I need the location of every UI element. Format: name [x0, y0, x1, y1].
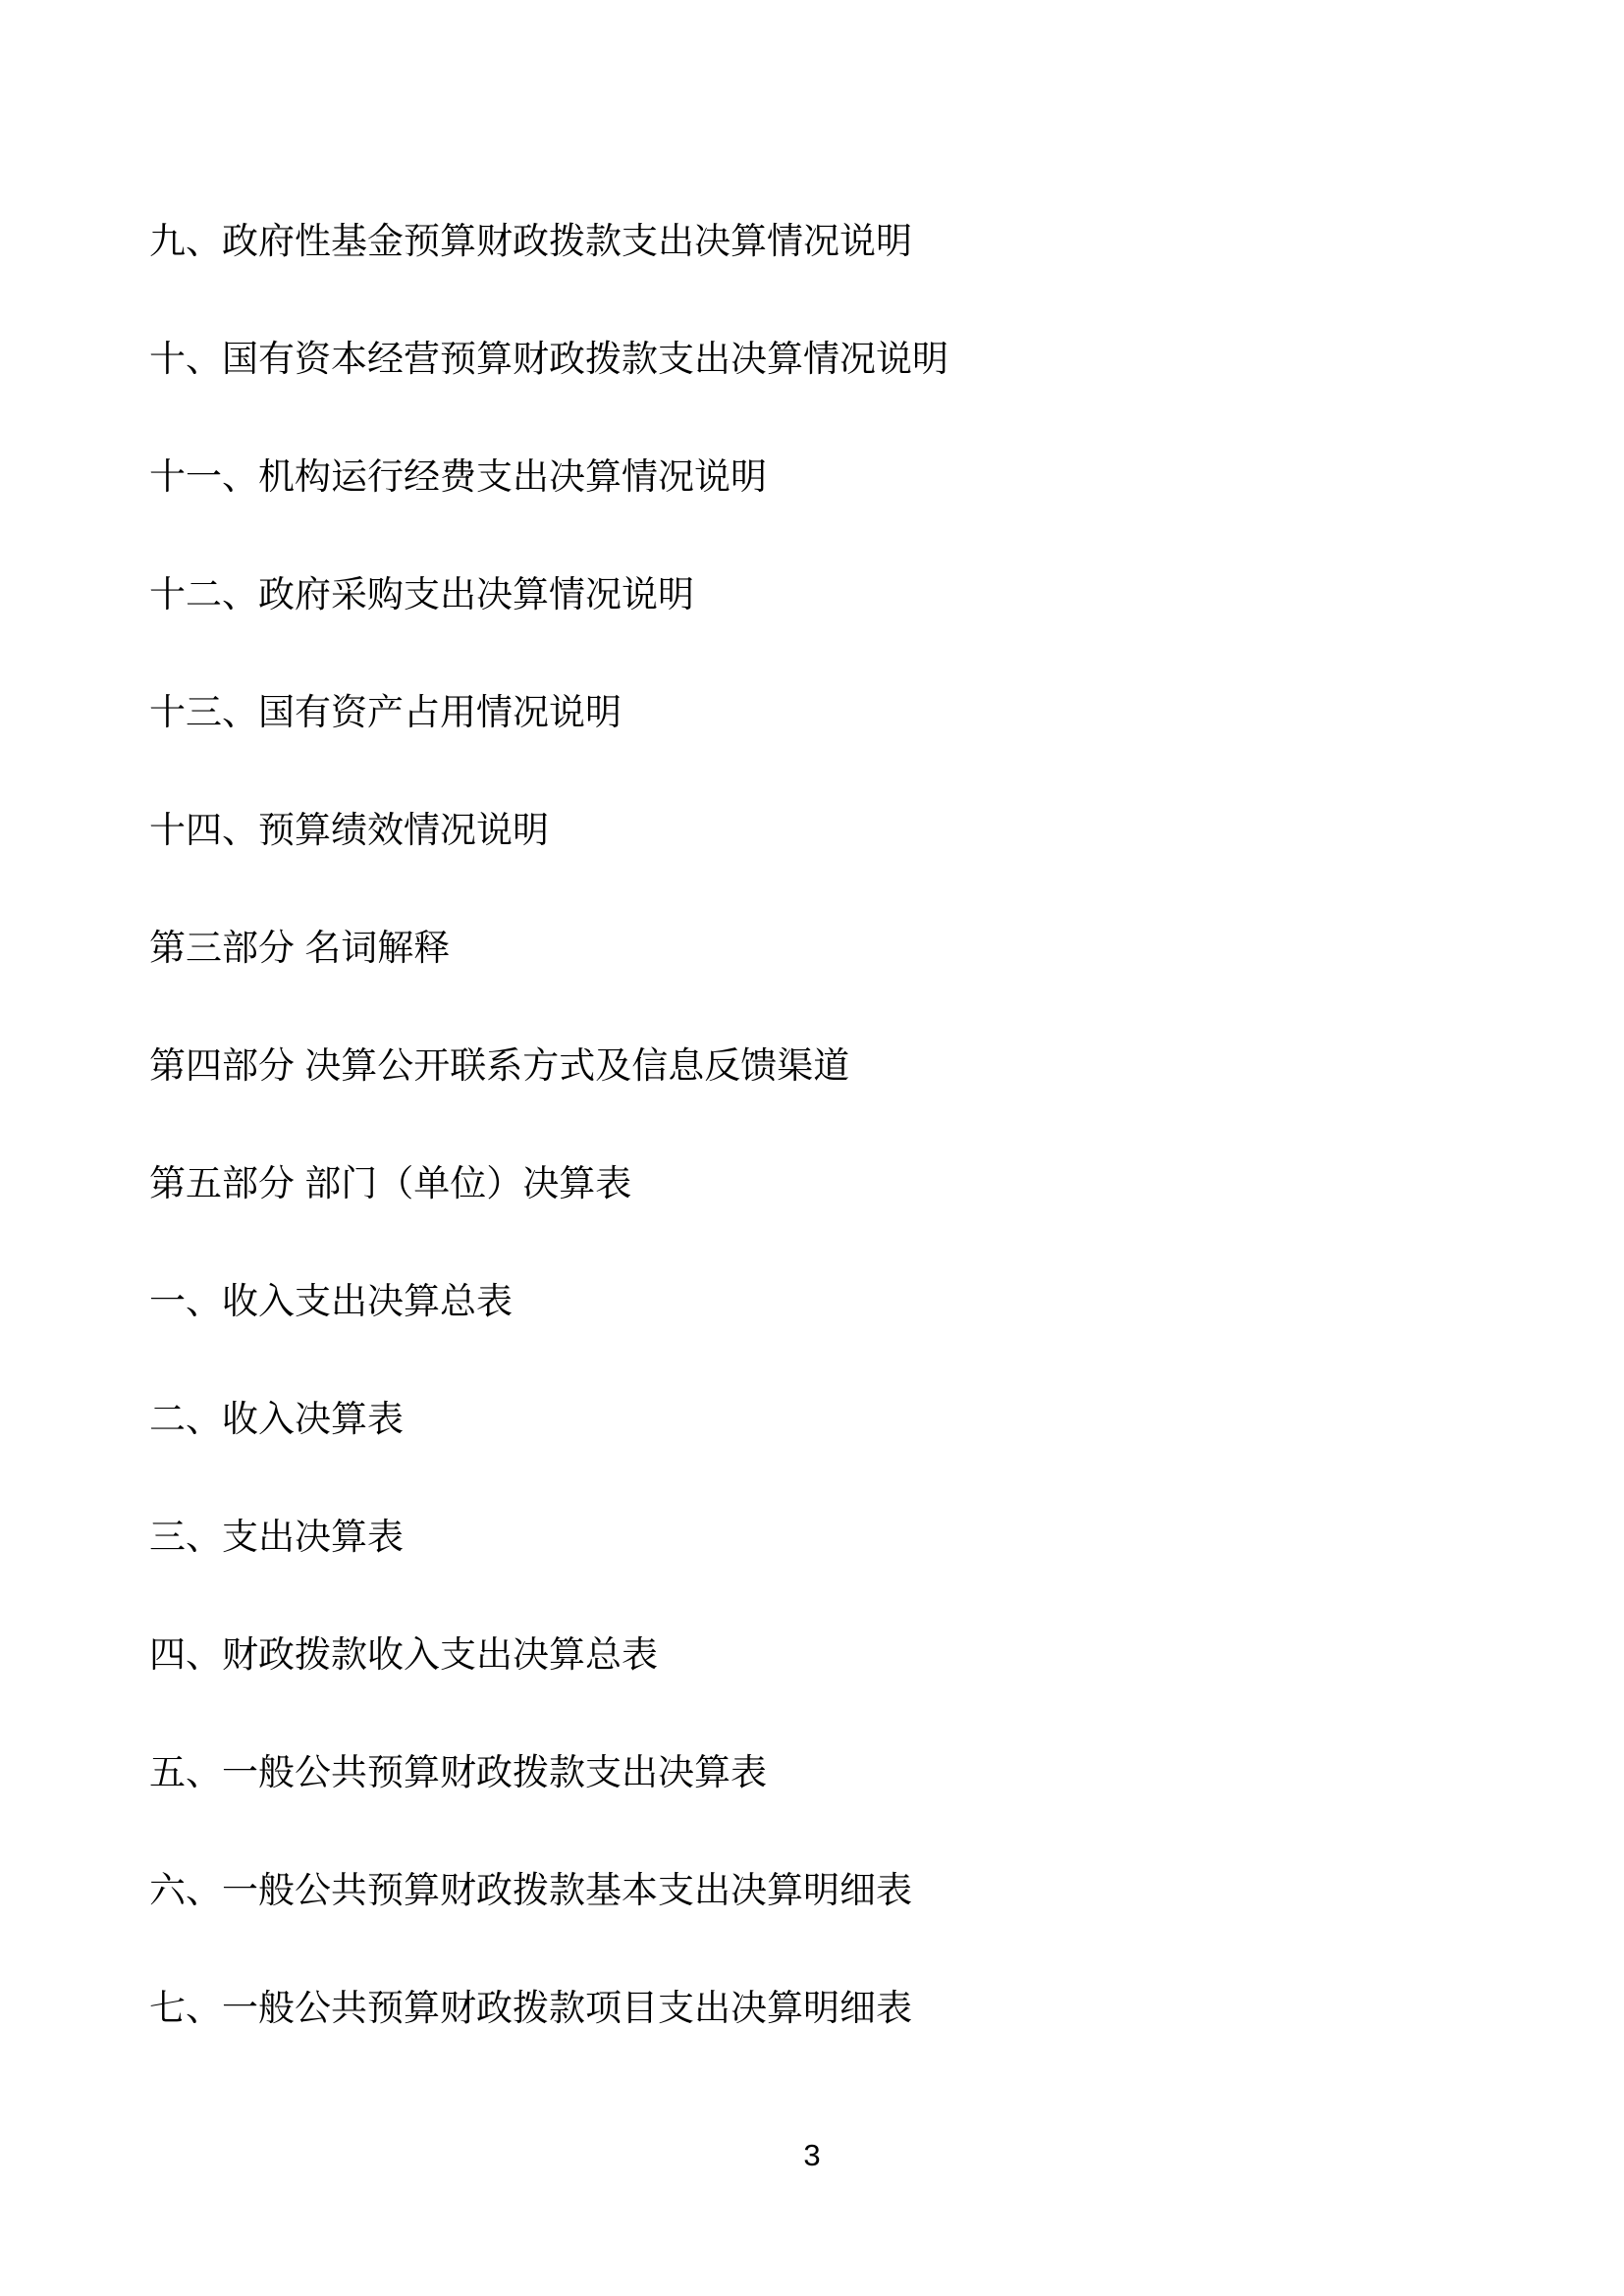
toc-item: 十一、机构运行经费支出决算情况说明	[149, 456, 767, 497]
toc-item: 七、一般公共预算财政拨款项目支出决算明细表	[149, 1988, 912, 2028]
toc-item: 四、财政拨款收入支出决算总表	[149, 1634, 658, 1675]
toc-section-heading: 第三部分 名词解释	[149, 928, 451, 968]
toc-item: 五、一般公共预算财政拨款支出决算表	[149, 1752, 767, 1792]
toc-item: 十三、国有资产占用情况说明	[149, 692, 622, 732]
toc-item: 十二、政府采购支出决算情况说明	[149, 574, 694, 614]
toc-item: 十、国有资本经营预算财政拨款支出决算情况说明	[149, 339, 948, 379]
page-number: 3	[803, 2138, 821, 2172]
toc-item: 二、收入决算表	[149, 1399, 404, 1439]
toc-section-heading: 第四部分 决算公开联系方式及信息反馈渠道	[149, 1045, 850, 1086]
toc-item: 九、政府性基金预算财政拨款支出决算情况说明	[149, 221, 912, 261]
toc-item: 六、一般公共预算财政拨款基本支出决算明细表	[149, 1870, 912, 1910]
toc-item: 一、收入支出决算总表	[149, 1281, 513, 1321]
toc-section-heading: 第五部分 部门（单位）决算表	[149, 1163, 632, 1203]
toc-item: 十四、预算绩效情况说明	[149, 810, 549, 850]
toc-item: 三、支出决算表	[149, 1517, 404, 1557]
